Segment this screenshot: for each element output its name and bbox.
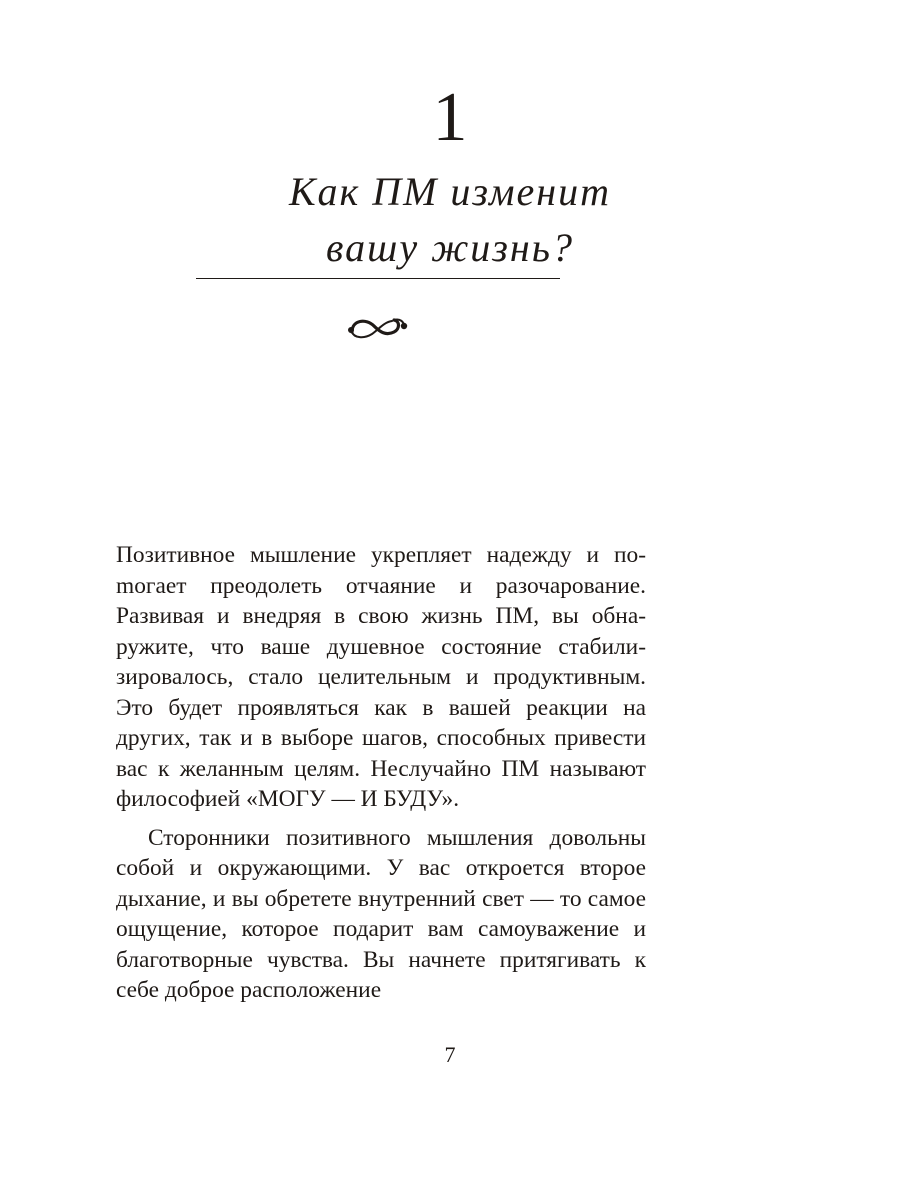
paragraph-1: Позитивное мышление укрепляет надежду и поmогает преодолеть отчаяние и разочарование. Развивая и внедряя в свою жизнь ПМ, вы обнаружите, что ваше душевное состояние стабилизировалось, стало целительным и продуктивным. Это будет проявляться как в вашей реакции на других, так и в выборе шагов, способных привести вас к желанным целям. Неслучайно ПМ называют философией «МОГУ — И БУДУ». <box>116 542 646 812</box>
chapter-title-line-1: Как ПМ изменит <box>288 169 612 214</box>
chapter-title-line-2: вашу жизнь? <box>326 225 574 270</box>
flourish-ornament-icon <box>346 306 410 346</box>
paragraph-2: Сторонники позитивного мышления довольны собой и окружающими. У вас откроется второе дыхание, и вы обретете внутренний свет — то самое ощущение, которое подарит вам самоуважение и благотворные чувства. Вы начнете притягивать к себе доброе расположение <box>116 824 646 1003</box>
page-number: 7 <box>444 1042 456 1067</box>
chapter-number: 1 <box>432 79 468 156</box>
title-divider <box>196 278 560 279</box>
chapter-title <box>0 164 900 276</box>
chapter-body <box>116 540 646 1006</box>
